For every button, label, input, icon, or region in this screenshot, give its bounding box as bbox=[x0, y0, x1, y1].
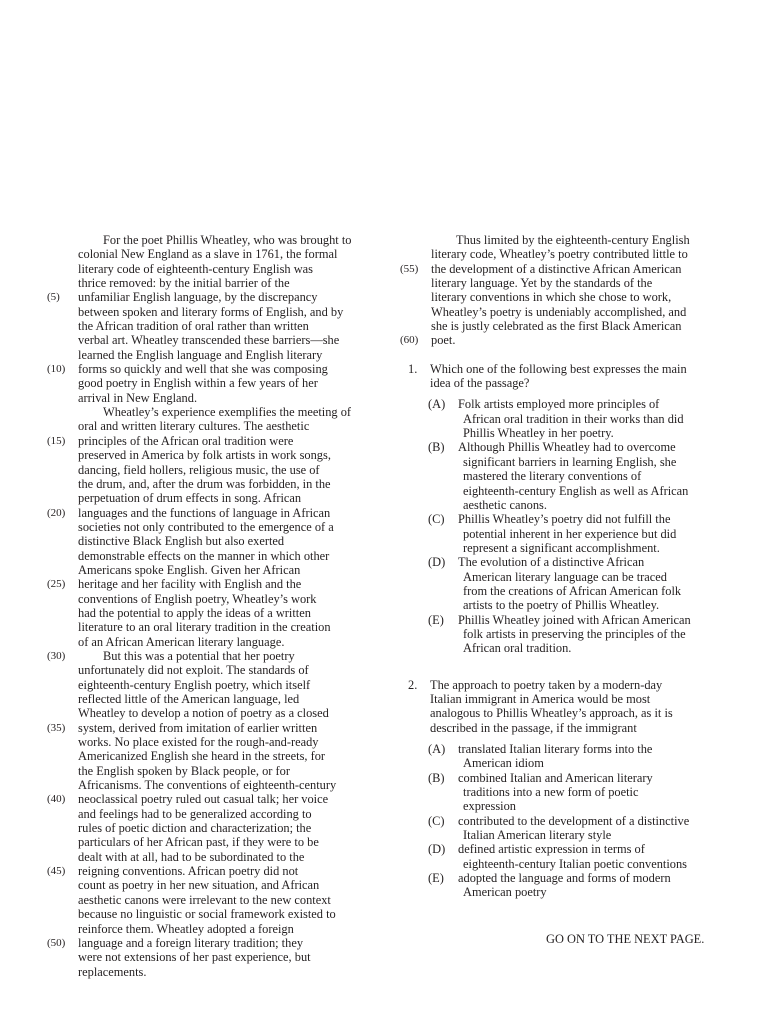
question-stem-text: The approach to poetry taken by a modern-day bbox=[430, 677, 663, 692]
passage-line-text: the development of a distinctive African American bbox=[431, 261, 682, 276]
answer-choice-line bbox=[400, 527, 720, 541]
passage-line bbox=[47, 419, 367, 433]
passage-line bbox=[47, 864, 367, 878]
answer-choices bbox=[400, 742, 720, 900]
passage-line-text: Africanisms. The conventions of eighteenth-century bbox=[78, 778, 337, 793]
passage-line bbox=[47, 678, 367, 692]
passage-line bbox=[400, 319, 720, 333]
line-number: (40) bbox=[47, 793, 66, 806]
line-number: (45) bbox=[47, 865, 66, 878]
answer-choice-line bbox=[400, 828, 720, 842]
passage-line bbox=[400, 276, 720, 290]
passage-line bbox=[47, 391, 367, 405]
passage-line-text: unfamiliar English language, by the discrepancy bbox=[78, 290, 318, 305]
passage-line bbox=[47, 348, 367, 362]
passage-line-text: system, derived from imitation of earlier written bbox=[78, 720, 318, 735]
choice-text: contributed to the development of a distinctive bbox=[458, 813, 690, 828]
line-number: (55) bbox=[400, 262, 419, 275]
question-stem-line bbox=[400, 706, 720, 720]
passage-line bbox=[47, 506, 367, 520]
passage-line bbox=[47, 764, 367, 778]
passage-line bbox=[47, 721, 367, 735]
question-stem-line bbox=[400, 376, 720, 390]
choice-text: African oral tradition. bbox=[463, 641, 572, 656]
passage-line bbox=[47, 821, 367, 835]
line-number: (35) bbox=[47, 721, 66, 734]
passage-line bbox=[47, 893, 367, 907]
answer-choice-line bbox=[400, 412, 720, 426]
choice-text: American literary language can be traced bbox=[463, 569, 667, 584]
passage-line bbox=[47, 319, 367, 333]
choice-text: eighteenth-century English as well as African bbox=[463, 483, 689, 498]
answer-choice-b[interactable] bbox=[400, 440, 720, 512]
choice-label: (C) bbox=[428, 512, 445, 527]
passage-line bbox=[47, 635, 367, 649]
passage-line-text: the English spoken by Black people, or for bbox=[78, 763, 290, 778]
line-number: (50) bbox=[47, 936, 66, 949]
answer-choice-line bbox=[400, 756, 720, 770]
choice-text: adopted the language and forms of modern bbox=[458, 871, 671, 886]
passage-line-text: Wheatley to develop a notion of poetry as a closed bbox=[78, 706, 329, 721]
passage-line bbox=[47, 376, 367, 390]
passage-line-text: were not extensions of her past experience, but bbox=[78, 950, 311, 965]
choice-text: significant barriers in learning English, she bbox=[463, 454, 677, 469]
passage-line bbox=[47, 563, 367, 577]
passage-line-text: For the poet Phillis Wheatley, who was brought to bbox=[103, 233, 352, 247]
line-number: (5) bbox=[47, 291, 60, 304]
answer-choice-e[interactable] bbox=[400, 871, 720, 900]
passage-line-text: conventions of English poetry, Wheatley’s work bbox=[78, 591, 317, 606]
answer-choices bbox=[400, 397, 720, 655]
passage-line-text: societies not only contributed to the emergence of a bbox=[78, 519, 334, 534]
passage-line-text: aesthetic canons were irrelevant to the new context bbox=[78, 892, 331, 907]
question-stem-text: idea of the passage? bbox=[430, 376, 530, 391]
passage-line-text: distinctive Black English but also exerted bbox=[78, 534, 285, 549]
passage-line-text: arrival in New England. bbox=[78, 390, 198, 405]
question-stem-line bbox=[400, 692, 720, 706]
passage-line bbox=[47, 749, 367, 763]
passage-line-text: and feelings had to be generalized according to bbox=[78, 806, 312, 821]
passage-line bbox=[47, 534, 367, 548]
answer-choice-line bbox=[400, 584, 720, 598]
passage-left-column bbox=[47, 233, 367, 979]
answer-choice-c[interactable] bbox=[400, 814, 720, 843]
choice-label: (B) bbox=[428, 440, 445, 455]
passage-line bbox=[47, 807, 367, 821]
passage-line-text: Thus limited by the eighteenth-century English bbox=[456, 233, 690, 247]
choice-text: American poetry bbox=[463, 885, 547, 900]
passage-line bbox=[47, 262, 367, 276]
choice-text: artists to the poetry of Phillis Wheatley. bbox=[463, 598, 660, 613]
passage-line-text: forms so quickly and well that she was composing bbox=[78, 362, 328, 377]
choice-text: traditions into a new form of poetic bbox=[463, 785, 639, 800]
passage-line bbox=[47, 950, 367, 964]
passage-line bbox=[47, 362, 367, 376]
passage-line-text: neoclassical poetry ruled out casual talk; her voice bbox=[78, 792, 329, 807]
passage-line-text: reflected little of the American language, led bbox=[78, 692, 300, 706]
go-on-footer: GO ON TO THE NEXT PAGE. bbox=[546, 932, 705, 946]
passage-line bbox=[400, 290, 720, 304]
passage-line bbox=[47, 247, 367, 261]
passage-line-text: Wheatley’s poetry is undeniably accomplished, and bbox=[431, 304, 687, 319]
question-2 bbox=[400, 678, 720, 900]
answer-choice-line bbox=[400, 440, 720, 454]
line-number: (25) bbox=[47, 578, 66, 591]
passage-line bbox=[47, 663, 367, 677]
passage-line-text: rules of poetic diction and characterization; the bbox=[78, 821, 312, 836]
answer-choice-line bbox=[400, 857, 720, 871]
passage-line-text: literary language. Yet by the standards of the bbox=[431, 276, 653, 291]
passage-line-text: eighteenth-century English poetry, which itself bbox=[78, 677, 311, 692]
passage-line bbox=[47, 577, 367, 591]
answer-choice-line bbox=[400, 885, 720, 899]
choice-text: The evolution of a distinctive African bbox=[458, 555, 645, 570]
answer-choice-line bbox=[400, 799, 720, 813]
passage-line bbox=[47, 706, 367, 720]
answer-choice-line bbox=[400, 570, 720, 584]
passage-line-text: the drum, and, after the drum was forbidden, in the bbox=[78, 476, 331, 491]
choice-label: (E) bbox=[428, 871, 444, 886]
choice-label: (E) bbox=[428, 612, 444, 627]
choice-text: Italian American literary style bbox=[463, 828, 612, 843]
passage-line bbox=[47, 549, 367, 563]
choice-label: (B) bbox=[428, 770, 445, 785]
choice-text: translated Italian literary forms into the bbox=[458, 742, 653, 756]
passage-line bbox=[47, 434, 367, 448]
choice-text: eighteenth-century Italian poetic conventions bbox=[463, 856, 687, 871]
passage-line bbox=[400, 333, 720, 347]
passage-line bbox=[47, 233, 367, 247]
answer-choice-line bbox=[400, 627, 720, 641]
passage-line bbox=[47, 835, 367, 849]
answer-choice-line bbox=[400, 541, 720, 555]
answer-choice-line bbox=[400, 785, 720, 799]
question-list bbox=[400, 362, 720, 900]
passage-line-text: particulars of her African past, if they were to be bbox=[78, 835, 319, 850]
passage-line bbox=[47, 965, 367, 979]
passage-line-text: literary code, Wheatley’s poetry contributed little to bbox=[431, 247, 688, 262]
question-stem-line bbox=[400, 362, 720, 376]
passage-line-text: had the potential to apply the ideas of a written bbox=[78, 605, 311, 620]
passage-line bbox=[400, 233, 720, 247]
passage-line bbox=[47, 448, 367, 462]
passage-line bbox=[47, 922, 367, 936]
choice-text: expression bbox=[463, 799, 516, 814]
passage-right-column bbox=[400, 233, 720, 900]
answer-choice-line bbox=[400, 512, 720, 526]
passage-line-text: learned the English language and English literary bbox=[78, 347, 323, 362]
answer-choice-line bbox=[400, 871, 720, 885]
answer-choice-line bbox=[400, 771, 720, 785]
passage-line-text: of an African American literary language. bbox=[78, 634, 285, 649]
passage-line-text: unfortunately did not exploit. The standards of bbox=[78, 663, 309, 678]
answer-choice-a[interactable] bbox=[400, 397, 720, 440]
question-stem-line bbox=[400, 721, 720, 735]
passage-line bbox=[47, 907, 367, 921]
question-number: 2. bbox=[408, 677, 418, 692]
passage-line bbox=[400, 262, 720, 276]
choice-text: Phillis Wheatley in her poetry. bbox=[463, 426, 614, 441]
passage-line-text: dealt with at all, had to be subordinated to the bbox=[78, 849, 305, 864]
choice-text: Phillis Wheatley’s poetry did not fulfill the bbox=[458, 512, 671, 527]
passage-line-text: languages and the functions of language in African bbox=[78, 505, 331, 520]
choice-label: (A) bbox=[428, 742, 446, 756]
passage-line bbox=[47, 692, 367, 706]
answer-choice-line bbox=[400, 397, 720, 411]
choice-label: (D) bbox=[428, 555, 446, 570]
choice-label: (A) bbox=[428, 397, 446, 412]
passage-line-text: Americanized English she heard in the streets, for bbox=[78, 749, 326, 764]
answer-choice-b[interactable] bbox=[400, 771, 720, 814]
choice-text: folk artists in preserving the principles of the bbox=[463, 626, 686, 641]
answer-choice-line bbox=[400, 455, 720, 469]
line-number: (20) bbox=[47, 506, 66, 519]
choice-text: African oral tradition in their works than did bbox=[463, 411, 684, 426]
passage-line bbox=[47, 936, 367, 950]
answer-choice-line bbox=[400, 598, 720, 612]
passage-line bbox=[47, 305, 367, 319]
passage-line-text: literature to an oral literary tradition in the creation bbox=[78, 620, 331, 635]
passage-line-text: literary conventions in which she chose to work, bbox=[431, 290, 672, 305]
passage-line-text: Americans spoke English. Given her African bbox=[78, 562, 301, 577]
passage-line bbox=[47, 290, 367, 304]
line-number: (10) bbox=[47, 363, 66, 376]
passage-line-text: thrice removed: by the initial barrier of the bbox=[78, 276, 290, 291]
passage-line bbox=[47, 778, 367, 792]
passage-line-text: dancing, field hollers, religious music, the use of bbox=[78, 462, 320, 477]
passage-continuation bbox=[400, 233, 720, 348]
choice-text: mastered the literary conventions of bbox=[463, 469, 642, 484]
passage-line-text: reinforce them. Wheatley adopted a foreign bbox=[78, 921, 294, 936]
answer-choice-a[interactable] bbox=[400, 742, 720, 771]
answer-choice-line bbox=[400, 613, 720, 627]
choice-text: Folk artists employed more principles of bbox=[458, 397, 660, 412]
question-stem-line bbox=[400, 678, 720, 692]
question-stem-text: Italian immigrant in America would be most bbox=[430, 691, 651, 706]
choice-text: defined artistic expression in terms of bbox=[458, 842, 645, 857]
passage-line bbox=[400, 247, 720, 261]
passage-line-text: literary code of eighteenth-century English was bbox=[78, 261, 313, 276]
passage-line bbox=[47, 649, 367, 663]
answer-choice-line bbox=[400, 484, 720, 498]
answer-choice-line bbox=[400, 842, 720, 856]
passage-line bbox=[47, 878, 367, 892]
question-number: 1. bbox=[408, 361, 418, 376]
passage-line-text: verbal art. Wheatley transcended these barriers—she bbox=[78, 333, 340, 348]
answer-choice-d[interactable] bbox=[400, 842, 720, 871]
passage-line bbox=[47, 850, 367, 864]
answer-choice-d[interactable] bbox=[400, 555, 720, 612]
passage-line-text: perpetuation of drum effects in song. African bbox=[78, 491, 302, 506]
choice-text: American idiom bbox=[463, 756, 544, 771]
line-number: (60) bbox=[400, 334, 419, 347]
passage-line-text: between spoken and literary forms of English, and by bbox=[78, 304, 344, 319]
question-stem-text: Which one of the following best expresses the main bbox=[430, 361, 687, 376]
passage-line bbox=[47, 477, 367, 491]
answer-choice-line bbox=[400, 641, 720, 655]
passage-line bbox=[47, 276, 367, 290]
passage-line-text: oral and written literary cultures. The aesthetic bbox=[78, 419, 310, 434]
choice-label: (C) bbox=[428, 813, 445, 828]
passage-line bbox=[47, 735, 367, 749]
passage-line-text: But this was a potential that her poetry bbox=[103, 648, 295, 663]
passage-line bbox=[47, 333, 367, 347]
answer-choice-e[interactable] bbox=[400, 613, 720, 656]
answer-choice-line bbox=[400, 426, 720, 440]
line-number: (15) bbox=[47, 434, 66, 447]
choice-text: from the creations of African American folk bbox=[463, 583, 682, 598]
passage-line-text: poet. bbox=[431, 333, 456, 348]
question-stem-text: described in the passage, if the immigrant bbox=[430, 720, 637, 735]
answer-choice-line bbox=[400, 555, 720, 569]
answer-choice-c[interactable] bbox=[400, 512, 720, 555]
passage-line bbox=[47, 620, 367, 634]
choice-text: Although Phillis Wheatley had to overcome bbox=[458, 440, 676, 455]
question-1 bbox=[400, 362, 720, 656]
passage-line-text: she is justly celebrated as the first Black American bbox=[431, 319, 682, 334]
passage-line bbox=[47, 520, 367, 534]
passage-line bbox=[400, 305, 720, 319]
passage-line-text: preserved in America by folk artists in work songs, bbox=[78, 448, 331, 463]
passage-line-text: heritage and her facility with English and the bbox=[78, 577, 302, 592]
choice-label: (D) bbox=[428, 842, 446, 857]
line-number: (30) bbox=[47, 649, 66, 662]
passage-line-text: works. No place existed for the rough-and-ready bbox=[78, 735, 319, 750]
choice-text: represent a significant accomplishment. bbox=[463, 540, 660, 555]
passage-line bbox=[47, 792, 367, 806]
passage-line bbox=[47, 405, 367, 419]
passage-line-text: Wheatley’s experience exemplifies the meeting of bbox=[103, 405, 352, 420]
answer-choice-line bbox=[400, 742, 720, 756]
passage-line-text: replacements. bbox=[78, 964, 147, 979]
passage-line-text: principles of the African oral tradition were bbox=[78, 433, 294, 448]
answer-choice-line bbox=[400, 814, 720, 828]
choice-text: aesthetic canons. bbox=[463, 497, 547, 512]
passage-line bbox=[47, 491, 367, 505]
choice-text: Phillis Wheatley joined with African American bbox=[458, 612, 691, 627]
answer-choice-line bbox=[400, 469, 720, 483]
passage-line-text: language and a foreign literary tradition; they bbox=[78, 935, 304, 950]
choice-text: combined Italian and American literary bbox=[458, 770, 653, 785]
question-stem-text: analogous to Phillis Wheatley’s approach, as it is bbox=[430, 706, 673, 721]
passage-line bbox=[47, 606, 367, 620]
passage-line-text: reigning conventions. African poetry did not bbox=[78, 864, 299, 879]
passage-line-text: good poetry in English within a few years of her bbox=[78, 376, 318, 391]
answer-choice-line bbox=[400, 498, 720, 512]
passage-line-text: colonial New England as a slave in 1761, the formal bbox=[78, 247, 338, 262]
passage-line-text: demonstrable effects on the manner in which other bbox=[78, 548, 330, 563]
passage-line bbox=[47, 463, 367, 477]
choice-text: potential inherent in her experience but did bbox=[463, 526, 677, 541]
passage-line-text: because no linguistic or social framework existed to bbox=[78, 907, 336, 922]
passage-line bbox=[47, 592, 367, 606]
passage-line-text: count as poetry in her new situation, and African bbox=[78, 878, 320, 893]
passage-line-text: the African tradition of oral rather than written bbox=[78, 319, 309, 334]
